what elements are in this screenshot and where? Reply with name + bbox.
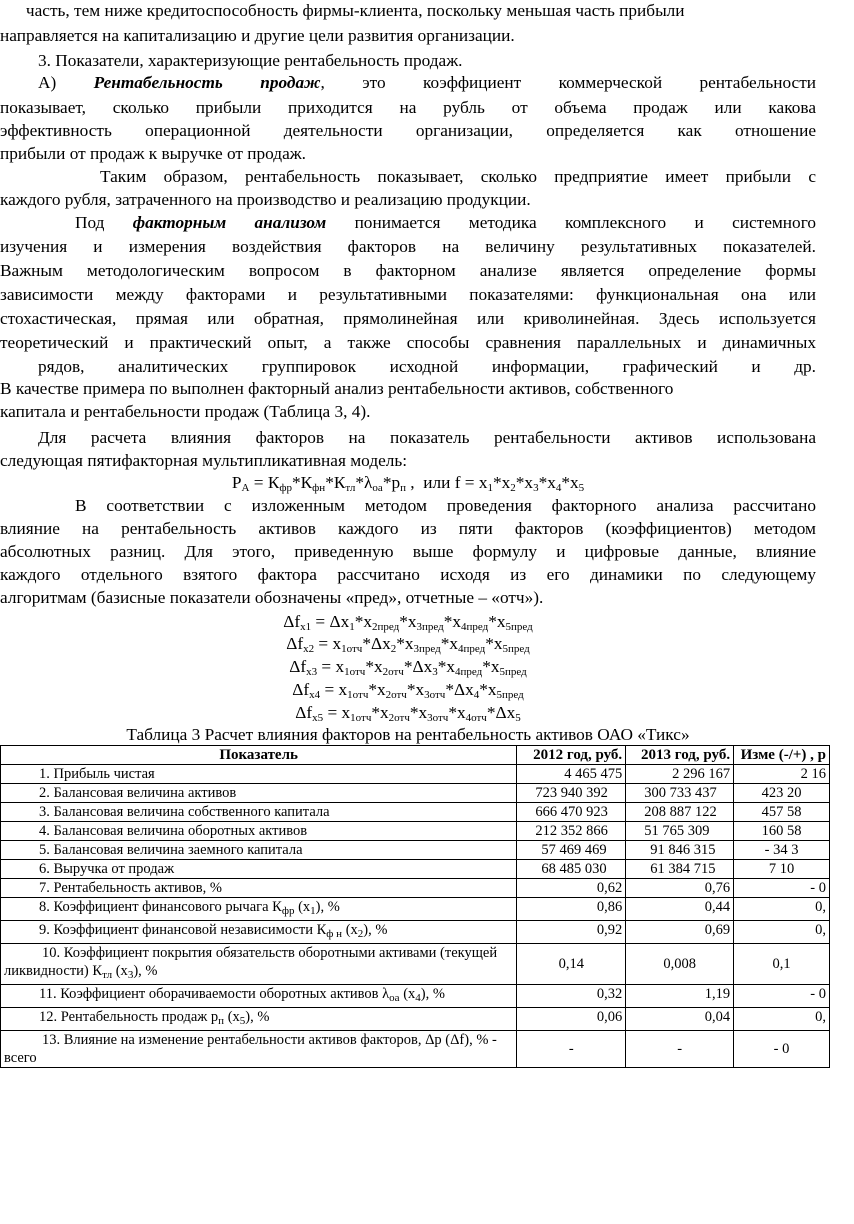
row-label: 9. Коэффициент финансовой независимости $К_{ф н}$ $(x_2)$, % [1,921,517,944]
cell-2013: 61 384 715 [626,860,734,879]
row-label: 2. Балансовая величина активов [1,784,517,803]
cell-2012: 666 470 923 [517,803,626,822]
row-label: 11. Коэффициент оборачиваемости оборотных активов $\lambda_{оа}$ $(x_4)$, % [1,985,517,1008]
cell-2012: 0,86 [517,898,626,921]
text-line: изучения и измерения воздействия факторов на величину результативных показателей. [0,237,816,256]
emphasis-term: Рентабельность продаж [93,73,321,92]
cell-change: 7 10 [734,860,830,879]
cell-change: - 0 [734,985,830,1008]
cell-2013: 0,008 [626,944,734,985]
table-caption: Таблица 3 Расчет влияния факторов на рентабельность активов ОАО «Тикс» [126,725,690,744]
col-header-2013: 2013 год, руб. [626,746,734,765]
row-label: 8. Коэффициент финансового рычага $К_{фр}$ $(x_1)$, % [1,898,517,921]
table-row [1,822,830,841]
cell-2012: 4 465 475 [517,765,626,784]
row-label: 10. Коэффициент покрытия обязательств оборотными активами (текущей ликвидности) $К_{тл}$ $(x_3)$, % [1,944,517,985]
text-line [0,212,816,234]
cell-2013: 208 887 122 [626,803,734,822]
text-line: В качестве примера по выполнен факторный анализ рентабельности активов, собственного [0,379,674,398]
formula-fx3: $\Delta f_{x3} = x_{1отч}*x_{2отч}*\Delta x_3*x_{4пред}*x_{5пред}$ [289,657,527,678]
cell-change: - 34 3 [734,841,830,860]
text: часть, тем ниже кредитоспособность фирмы-клиента, поскольку меньшая часть прибыли [25,1,685,20]
cell-2013: 51 765 309 [626,822,734,841]
text-line: эффективность операционной деятельности организации, определяется как отношение [0,121,816,140]
text-line: Важным методологическим вопросом в факторном анализе является определение формы [0,261,816,280]
table-row [1,985,830,1008]
cell-2012: 0,32 [517,985,626,1008]
cell-2012: 57 469 469 [517,841,626,860]
row-label: 5. Балансовая величина заемного капитала [1,841,517,860]
cell-change: 457 58 [734,803,830,822]
cell-2012: 0,14 [517,944,626,985]
text-line: Для расчета влияния факторов на показатель рентабельности активов использована [38,428,816,447]
formula-fx5: $\Delta f_{x5} = x_{1отч}*x_{2отч}*x_{3отч}*x_{4отч}*\Delta x_5$ [295,703,521,724]
table-row [1,784,830,803]
text-line: влияние на рентабельность активов каждого из пяти факторов (коэффициентов) методом [0,519,816,538]
text-line: показывает, сколько прибыли приходится на рубль от объема продаж или какова [0,98,816,117]
formula-fx4: $\Delta f_{x4} = x_{1отч}*x_{2отч}*x_{3отч}*\Delta x_4*x_{5пред}$ [292,680,524,701]
text-line: теоретический и практический опыт, а также способы сравнения параллельных и динамичных [0,333,816,352]
table-header-row [1,746,830,765]
cell-2012: 0,92 [517,921,626,944]
col-header-2012: 2012 год, руб. [517,746,626,765]
text-line: В соответствии с изложенным методом проведения факторного анализа рассчитано [75,496,816,515]
cell-2012: 0,62 [517,879,626,898]
row-label: 3. Балансовая величина собственного капитала [1,803,517,822]
table-row [1,898,830,921]
text-line: рядов, аналитических группировок исходной информации, графический и др. [38,357,816,376]
text: , это коэффициент коммерческой рентабельности [320,73,816,92]
cell-change: 0, [734,898,830,921]
table-row [1,1031,830,1068]
factor-table [0,745,830,1068]
text-line: каждого отдельного взятого фактора рассчитано исходя из его динамики по следующему [0,565,816,584]
cell-2013: - [626,1031,734,1068]
text-line: стохастическая, прямая или обратная, прямолинейная или криволинейная. Здесь используется [0,309,816,328]
col-header-indicator: Показатель [1,746,517,765]
cell-2012: 68 485 030 [517,860,626,879]
table-row [1,879,830,898]
cell-2012: - [517,1031,626,1068]
cell-2013: 1,19 [626,985,734,1008]
table-row [1,765,830,784]
cell-2013: 0,76 [626,879,734,898]
cell-change: 0,1 [734,944,830,985]
row-label: 4. Балансовая величина оборотных активов [1,822,517,841]
table-row [1,1008,830,1031]
cell-change: 0, [734,921,830,944]
cell-2013: 300 733 437 [626,784,734,803]
text-line: прибыли от продаж к выручке от продаж. [0,144,306,163]
text-line: 3. Показатели, характеризующие рентабельность продаж. [38,51,463,70]
emphasis-term: факторным анализом [132,213,327,232]
text-line: капитала и рентабельности продаж (Таблица 3, 4). [0,402,371,421]
cell-2013: 91 846 315 [626,841,734,860]
cell-2012: 723 940 392 [517,784,626,803]
text-line [0,0,816,22]
table-row [1,860,830,879]
table-row [1,803,830,822]
text-line: направляется на капитализацию и другие цели развития организации. [0,26,515,45]
cell-2013: 0,69 [626,921,734,944]
formula-fx2: $\Delta f_{x2} = x_{1отч}*\Delta x_2*x_{3пред}*x_{4пред}*x_{5пред}$ [286,634,530,655]
cell-change: 423 20 [734,784,830,803]
col-header-change: Изме (-/+) , р [734,746,830,765]
row-label: 7. Рентабельность активов, % [1,879,517,898]
table-row [1,944,830,985]
cell-2012: 0,06 [517,1008,626,1031]
cell-change: 2 16 [734,765,830,784]
text-line: Таким образом, рентабельность показывает, сколько предприятие имеет прибыли с [100,167,816,186]
row-label: 12. Рентабельность продаж $p_п$ $(x_5)$, % [1,1008,517,1031]
cell-2013: 0,44 [626,898,734,921]
row-label: 6. Выручка от продаж [1,860,517,879]
text-line: алгоритмам (базисные показатели обозначены «пред», отчетные – «отч»). [0,588,544,607]
text: понимается методика комплексного и системного [354,213,816,232]
row-label: 1. Прибыль чистая [1,765,517,784]
cell-change: - 0 [734,879,830,898]
text-line: каждого рубля, затраченного на производство и реализацию продукции. [0,190,531,209]
text: А) [38,73,57,92]
text-line: зависимости между факторами и результативными показателями: функциональная она или [0,285,816,304]
text-line: следующая пятифакторная мультипликативная модель: [0,451,408,470]
table-row [1,921,830,944]
text-line [0,72,816,94]
table-row [1,841,830,860]
row-label: 13. Влияние на изменение рентабельности активов факторов, Δp (Δf), % - всего [1,1031,517,1068]
cell-2013: 2 296 167 [626,765,734,784]
cell-2012: 212 352 866 [517,822,626,841]
cell-change: 160 58 [734,822,830,841]
text-line: абсолютных разниц. Для этого, приведенную выше формулу и цифровые данные, влияние [0,542,816,561]
cell-change: 0, [734,1008,830,1031]
model-formula: $P_A = К_{фр}*К_{фн}*К_{тл}*\lambda_{оа}*p_п$ , или $f = x_1*x_2*x_3*x_4*x_5$ [231,473,585,494]
text: Под [75,213,105,232]
cell-change: - 0 [734,1031,830,1068]
formula-fx1: $\Delta f_{x1} = \Delta x_1*x_{2пред}*x_{3пред}*x_{4пред}*x_{5пред}$ [283,612,533,633]
cell-2013: 0,04 [626,1008,734,1031]
